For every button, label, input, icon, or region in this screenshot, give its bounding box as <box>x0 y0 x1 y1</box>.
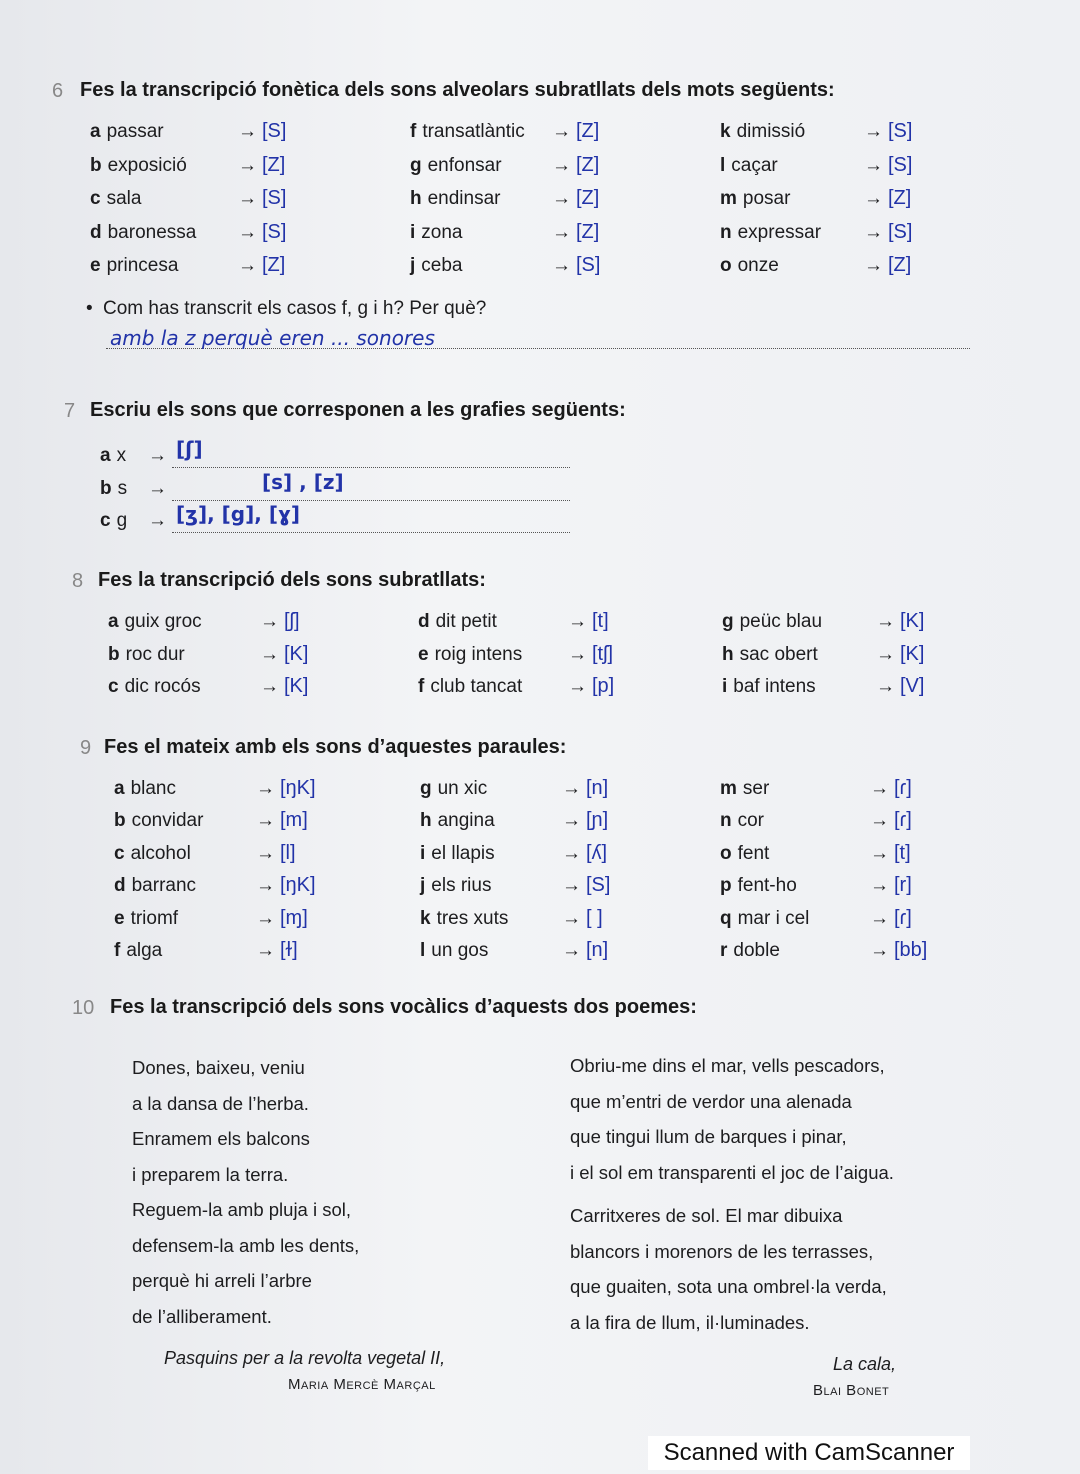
ex9-item-answer: [r] <box>894 874 912 897</box>
ex6-item-answer: [S] <box>262 220 287 243</box>
ex8-item <box>108 676 201 698</box>
ex6-item-letter: h <box>410 188 422 209</box>
ex9-item-answer: [ ] <box>586 906 603 929</box>
arrow-icon: → <box>568 611 587 632</box>
ex8-item-letter: d <box>418 611 430 632</box>
ex9-item-word: un gos <box>431 940 489 961</box>
ex8-item-letter: i <box>722 676 728 697</box>
ex7-answer-line <box>172 498 570 501</box>
arrow-icon: → <box>256 778 275 799</box>
poem-line: a la dansa de l’herba. <box>132 1092 309 1114</box>
ex6-item-word: zona <box>421 221 463 243</box>
poem-2 <box>570 1048 894 1340</box>
ex9-item-word: cor <box>737 810 765 832</box>
ex7-title: Escriu els sons que corresponen a les grafies següents: <box>90 399 626 421</box>
ex6-item-answer: [S] <box>262 120 287 142</box>
ex8-item-answer: [K] <box>900 642 925 665</box>
ex6-item-word: posar <box>742 188 791 209</box>
ex8-item-letter: g <box>722 611 734 632</box>
arrow-icon: → <box>238 154 257 176</box>
poem-line: Carritxeres de sol. El mar dibuixa <box>570 1205 843 1226</box>
ex6-item-word: dimissió <box>736 121 806 142</box>
ex9-item-letter: n <box>720 810 732 832</box>
ex6-item-answer: [Z] <box>576 120 600 142</box>
poem-line: a la fira de llum, il·luminades. <box>570 1311 810 1333</box>
ex9-item-answer: [n] <box>586 939 609 961</box>
arrow-icon: → <box>260 676 279 697</box>
ex7-item-letter: a <box>100 445 111 466</box>
ex9-item-letter: f <box>114 940 121 961</box>
ex10-title: Fes la transcripció dels sons vocàlics d’aquests dos poemes: <box>110 996 697 1018</box>
ex8-item-word: club tancat <box>430 676 523 697</box>
ex6-item-answer: [S] <box>888 120 913 142</box>
ex6-item <box>410 121 525 143</box>
ex8-item-word: baf intens <box>733 676 816 697</box>
ex8-item <box>722 611 822 633</box>
ex7-item-answer: [ʃ] <box>176 437 203 461</box>
ex6-item-answer: [S] <box>888 220 913 243</box>
poem-2-source: La cala, <box>833 1354 897 1374</box>
arrow-icon: → <box>552 188 571 209</box>
ex9-item-letter: d <box>114 875 126 897</box>
ex7-number: 7 <box>64 400 76 422</box>
ex9-item-word: alcohol <box>130 842 191 864</box>
ex9-item-answer: [n] <box>586 777 609 799</box>
poem-1 <box>132 1050 359 1334</box>
ex9-item-letter: k <box>420 907 431 929</box>
arrow-icon: → <box>256 875 275 897</box>
ex6-item-answer: [S] <box>262 187 287 209</box>
ex6-item-answer: [Z] <box>576 220 600 243</box>
ex6-item-letter: f <box>410 121 417 142</box>
ex8-item-answer: [p] <box>592 675 615 697</box>
arrow-icon: → <box>870 907 889 929</box>
ex8-item-letter: a <box>108 611 119 632</box>
ex9-item <box>420 810 495 832</box>
arrow-icon: → <box>864 154 883 176</box>
ex6-item-letter: k <box>720 121 731 142</box>
ex9-item-letter: e <box>114 907 125 929</box>
ex7-item-answer: [s] , [z] <box>262 470 344 494</box>
ex6-item-letter: a <box>90 121 101 142</box>
arrow-icon: → <box>870 875 889 897</box>
ex6-item-answer: [Z] <box>576 153 600 176</box>
ex9-item <box>420 875 491 897</box>
ex6-item-word: caçar <box>731 154 778 176</box>
poem-line: que m’entri de verdor una alenada <box>570 1090 852 1112</box>
ex6-item-word: expressar <box>737 221 822 243</box>
ex6-item <box>90 188 141 210</box>
poem-line: i el sol em transparenti el joc de l’aigua. <box>570 1161 894 1183</box>
arrow-icon: → <box>870 778 889 799</box>
ex7-answer-line <box>172 530 570 533</box>
ex6-item-letter: l <box>720 154 726 176</box>
arrow-icon: → <box>238 188 257 209</box>
ex6-number: 6 <box>52 80 64 102</box>
ex9-item <box>420 908 508 930</box>
ex9-item <box>114 843 191 865</box>
arrow-icon: → <box>568 676 587 697</box>
ex6-item-letter: m <box>720 188 737 209</box>
ex6-item-answer: [Z] <box>888 187 912 209</box>
ex6-item-word: exposició <box>107 154 187 176</box>
ex9-item-answer: [S] <box>586 874 611 897</box>
ex9-item-letter: q <box>720 907 732 929</box>
ex9-item-answer: [bb] <box>894 939 928 961</box>
ex9-item-word: doble <box>733 940 780 961</box>
camscanner-watermark: Scanned with CamScanner <box>648 1436 970 1470</box>
ex6-item-word: passar <box>106 121 164 142</box>
ex9-title: Fes el mateix amb els sons d’aquestes paraules: <box>104 736 567 758</box>
ex8-item-answer: [t] <box>592 610 609 632</box>
arrow-icon: → <box>562 810 581 832</box>
ex9-item <box>720 843 769 865</box>
ex6-item <box>410 188 501 210</box>
ex9-item <box>720 940 780 962</box>
arrow-icon: → <box>148 478 167 499</box>
ex9-item <box>114 778 176 800</box>
ex9-item <box>720 778 769 800</box>
poem-line: perquè hi arreli l’arbre <box>132 1270 312 1291</box>
ex8-title: Fes la transcripció dels sons subratllats: <box>98 569 486 591</box>
ex9-item <box>420 843 495 865</box>
ex9-item-letter: j <box>420 875 426 897</box>
ex9-item-answer: [ɫ] <box>280 939 298 961</box>
ex7-answer-line <box>172 465 570 468</box>
arrow-icon: → <box>864 188 883 209</box>
ex9-item-letter: m <box>720 778 737 799</box>
ex9-item-letter: o <box>720 842 732 864</box>
ex6-item <box>90 255 178 277</box>
ex6-item-letter: n <box>720 221 732 243</box>
ex8-item-answer: [K] <box>284 642 309 665</box>
ex6-title: Fes la transcripció fonètica dels sons alveolars subratllats dels mots següents: <box>80 79 835 101</box>
arrow-icon: → <box>260 643 279 665</box>
ex9-item-letter: h <box>420 810 432 832</box>
ex8-item-answer: [K] <box>284 675 309 697</box>
poem-1-author: Maria Mercè Marçal <box>288 1376 436 1393</box>
ex6-item-answer: [Z] <box>888 254 912 276</box>
ex9-item-word: mar i cel <box>737 907 810 929</box>
ex7-item-letter: c <box>100 510 111 531</box>
ex6-item-word: ceba <box>421 255 463 276</box>
ex8-item <box>418 676 522 698</box>
ex6-item-letter: c <box>90 188 101 209</box>
ex8-item-word: dit petit <box>435 611 497 632</box>
poem-line: defensem-la amb les dents, <box>132 1234 360 1256</box>
arrow-icon: → <box>256 810 275 832</box>
arrow-icon: → <box>238 121 257 142</box>
ex8-item <box>722 644 818 666</box>
ex6-item <box>720 121 805 143</box>
ex8-item-word: roig intens <box>434 643 523 665</box>
ex9-item <box>420 940 488 962</box>
ex6-item-answer: [S] <box>576 254 601 276</box>
ex7-item <box>100 478 127 500</box>
ex8-item <box>418 644 522 666</box>
ex7-item-answer: [ʒ], [g], [ɣ] <box>176 502 300 526</box>
ex9-item-word: fent-ho <box>737 875 797 897</box>
ex9-item-word: el llapis <box>431 842 495 864</box>
ex9-item-letter: a <box>114 778 125 799</box>
arrow-icon: → <box>864 121 883 142</box>
ex7-item-grafia: s <box>117 478 128 499</box>
arrow-icon: → <box>864 255 883 276</box>
ex9-number: 9 <box>80 737 92 759</box>
poem-line: i preparem la terra. <box>132 1163 289 1185</box>
arrow-icon: → <box>876 676 895 697</box>
ex6-item-letter: d <box>90 221 102 243</box>
arrow-icon: → <box>562 940 581 961</box>
poem-2-author: Blai Bonet <box>813 1382 890 1399</box>
arrow-icon: → <box>256 907 275 929</box>
ex8-item-letter: h <box>722 643 734 665</box>
ex7-item-grafia: g <box>116 510 128 531</box>
poem-line: blancors i morenors de les terrasses, <box>570 1240 874 1262</box>
ex6-item-word: baronessa <box>107 221 197 243</box>
ex6-item <box>410 155 502 177</box>
arrow-icon: → <box>568 643 587 665</box>
ex7-item-grafia: x <box>116 445 127 466</box>
ex8-item-word: dic rocós <box>124 676 201 697</box>
ex9-item <box>720 875 797 897</box>
ex6-item <box>90 121 164 143</box>
ex9-item-word: un xic <box>437 778 488 799</box>
ex9-item-word: els rius <box>431 875 492 897</box>
ex6-item-letter: b <box>90 154 102 176</box>
ex8-item-letter: e <box>418 643 429 665</box>
ex9-item-answer: [ɱ] <box>280 906 308 929</box>
arrow-icon: → <box>552 154 571 176</box>
ex6-item <box>720 255 779 277</box>
ex6-item-letter: g <box>410 154 422 176</box>
ex8-item-letter: f <box>418 676 425 697</box>
poem-line: Enramem els balcons <box>132 1128 310 1149</box>
ex6-item-answer: [Z] <box>262 254 286 276</box>
ex9-item-word: barranc <box>131 875 197 897</box>
arrow-icon: → <box>148 445 167 466</box>
ex9-item-word: ser <box>742 778 770 799</box>
ex9-item-word: tres xuts <box>436 907 509 929</box>
ex6-item-letter: o <box>720 255 732 276</box>
ex9-item-letter: l <box>420 940 426 961</box>
ex9-item-letter: g <box>420 778 432 799</box>
ex9-item <box>420 778 487 800</box>
ex9-item <box>720 908 809 930</box>
ex6-item-word: sala <box>106 188 142 209</box>
ex7-item-letter: b <box>100 478 112 499</box>
ex6-question: Com has transcrit els casos f, g i h? Per què? <box>103 298 487 319</box>
arrow-icon: → <box>260 611 279 632</box>
ex9-item <box>114 940 162 962</box>
arrow-icon: → <box>876 611 895 632</box>
ex6-item-answer: [S] <box>888 153 913 176</box>
ex8-item <box>722 676 816 698</box>
poem-line: que guaiten, sota una ombrel·la verda, <box>570 1276 887 1297</box>
ex8-item <box>108 644 185 666</box>
ex6-item-answer: [Z] <box>576 187 600 209</box>
arrow-icon: → <box>256 842 275 864</box>
poem-line: de l’alliberament. <box>132 1305 272 1327</box>
ex9-item-answer: [ɲ] <box>586 809 609 832</box>
ex8-item-answer: [tʃ] <box>592 642 614 665</box>
ex9-item <box>114 810 203 832</box>
ex7-item <box>100 510 127 532</box>
ex9-item <box>114 875 196 897</box>
ex6-item-word: enfonsar <box>427 154 502 176</box>
ex6-item-word: onze <box>737 255 779 276</box>
ex9-item-answer: [ŋK] <box>280 874 316 897</box>
ex8-item-word: roc dur <box>125 643 185 665</box>
ex6-item-word: princesa <box>106 255 179 276</box>
ex8-item-word: peüc blau <box>739 611 823 632</box>
ex9-item-word: fent <box>737 842 770 864</box>
ex9-item <box>720 810 764 832</box>
arrow-icon: → <box>238 221 257 243</box>
ex6-item <box>410 222 462 244</box>
ex6-item <box>410 255 462 277</box>
ex9-item-letter: r <box>720 940 728 961</box>
ex6-bullet: • <box>86 298 93 319</box>
ex9-item-answer: [t] <box>894 841 911 864</box>
poem-line: Dones, baixeu, veniu <box>132 1057 305 1078</box>
ex6-item <box>720 155 778 177</box>
ex6-item-word: endinsar <box>427 188 501 209</box>
ex8-item-answer: [ʃ] <box>284 610 300 632</box>
ex9-item-word: triomf <box>130 907 179 929</box>
arrow-icon: → <box>562 875 581 897</box>
ex8-item-word: sac obert <box>739 643 818 665</box>
ex9-item-letter: i <box>420 842 426 864</box>
arrow-icon: → <box>876 643 895 665</box>
ex8-item-letter: b <box>108 643 120 665</box>
ex8-item <box>418 611 497 633</box>
ex8-item-word: guix groc <box>124 611 202 632</box>
arrow-icon: → <box>864 221 883 243</box>
ex8-item <box>108 611 202 633</box>
arrow-icon: → <box>148 510 167 531</box>
ex9-item-answer: [ɾ] <box>894 809 912 832</box>
ex9-item-answer: [ɾ] <box>894 906 912 929</box>
ex9-item-answer: [ɾ] <box>894 777 912 799</box>
ex9-item-answer: [ŋK] <box>280 777 316 799</box>
ex6-item <box>720 222 821 244</box>
ex6-item-answer: [Z] <box>262 153 286 176</box>
ex6-item-letter: j <box>410 255 416 276</box>
arrow-icon: → <box>870 810 889 832</box>
ex9-item-answer: [ʎ] <box>586 841 608 864</box>
ex8-item-answer: [K] <box>900 610 925 632</box>
ex6-item-word: transatlàntic <box>422 121 525 142</box>
ex9-item <box>114 908 178 930</box>
ex9-item-word: blanc <box>130 778 176 799</box>
arrow-icon: → <box>870 842 889 864</box>
arrow-icon: → <box>562 842 581 864</box>
arrow-icon: → <box>870 940 889 961</box>
ex9-item-letter: p <box>720 875 732 897</box>
poem-line: que tingui llum de barques i pinar, <box>570 1126 847 1147</box>
poem-line: Reguem-la amb pluja i sol, <box>132 1199 352 1220</box>
ex6-item <box>90 155 187 177</box>
ex7-item <box>100 445 126 467</box>
ex8-item-letter: c <box>108 676 119 697</box>
arrow-icon: → <box>238 255 257 276</box>
ex8-item-answer: [V] <box>900 675 925 697</box>
ex9-item-answer: [l] <box>280 841 296 864</box>
ex9-item-word: convidar <box>131 810 204 832</box>
arrow-icon: → <box>552 255 571 276</box>
ex6-item-letter: e <box>90 255 101 276</box>
arrow-icon: → <box>552 121 571 142</box>
arrow-icon: → <box>562 778 581 799</box>
ex9-item-letter: b <box>114 810 126 832</box>
ex6-answer: amb la z perquè eren ... sonores <box>110 326 435 350</box>
ex6-item <box>90 222 196 244</box>
ex9-item-word: angina <box>437 810 495 832</box>
ex9-item-word: alga <box>126 940 163 961</box>
ex6-item <box>720 188 790 210</box>
arrow-icon: → <box>552 221 571 243</box>
ex8-number: 8 <box>72 570 84 592</box>
poem-line: Obriu-me dins el mar, vells pescadors, <box>570 1055 885 1076</box>
ex9-item-letter: c <box>114 842 125 864</box>
ex9-item-answer: [m] <box>280 809 308 832</box>
arrow-icon: → <box>256 940 275 961</box>
arrow-icon: → <box>562 907 581 929</box>
poem-1-source: Pasquins per a la revolta vegetal II, <box>164 1348 446 1368</box>
ex6-item-letter: i <box>410 221 416 243</box>
ex10-number: 10 <box>72 997 95 1019</box>
